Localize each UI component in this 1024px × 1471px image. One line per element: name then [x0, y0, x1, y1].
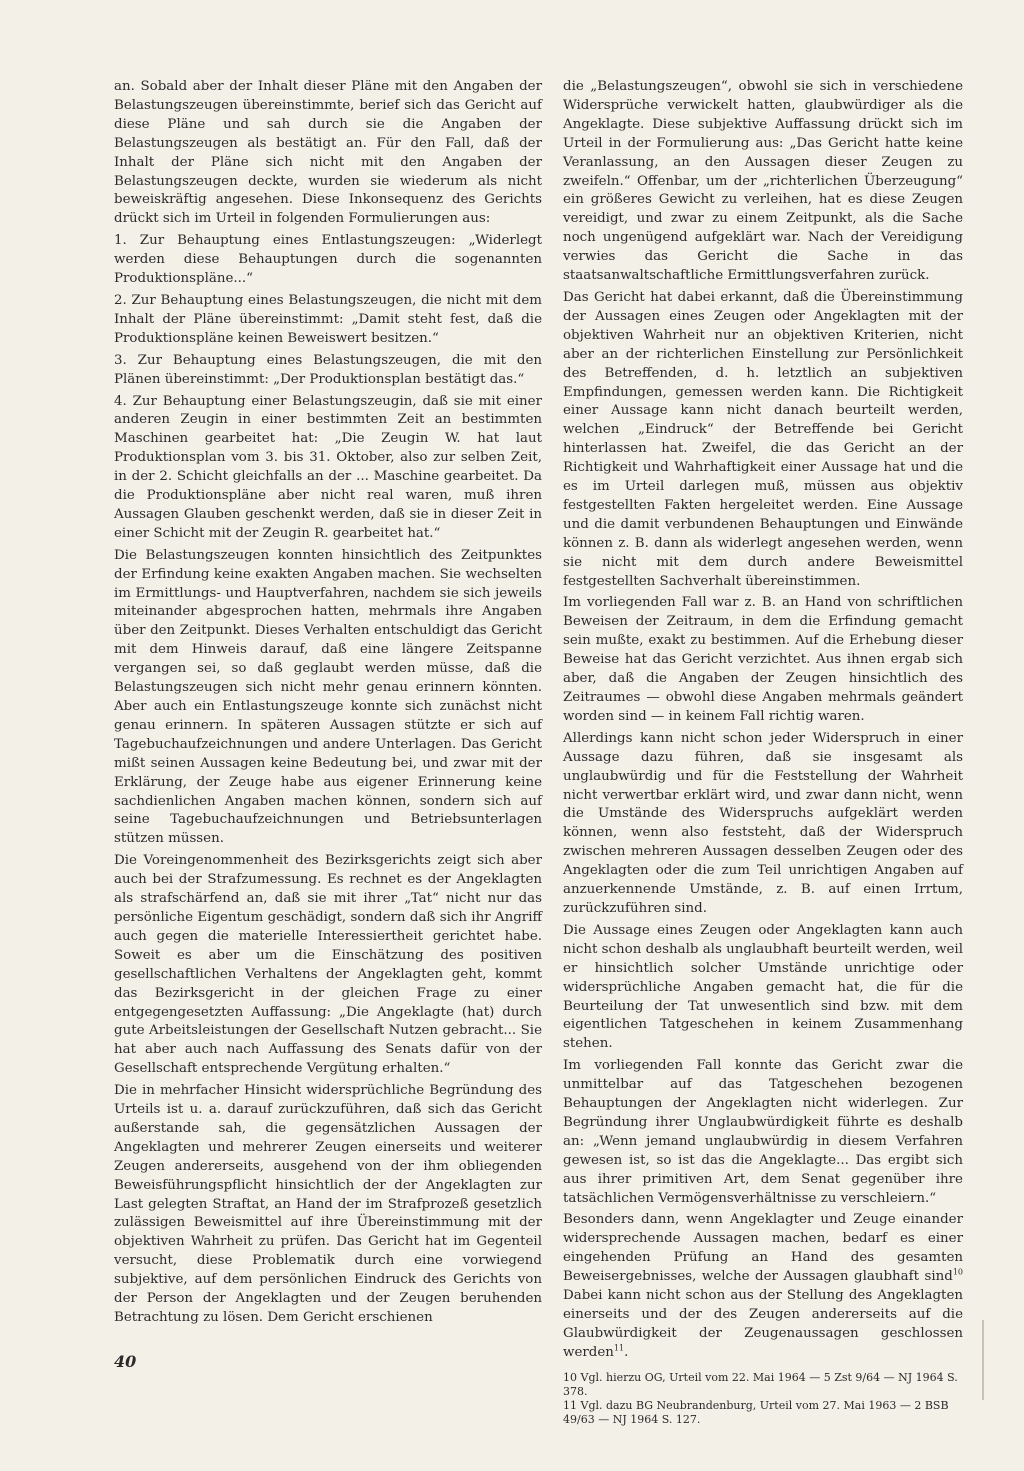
paragraph-with-footnote-refs: [563, 1211, 963, 1362]
paragraph: Im vorliegenden Fall war z. B. an Hand von schriftlichen Beweisen der Zeitraum, in dem die Erfindung gemacht sein mußte, exakt zu bestimmen. Auf die Erhebung dieser Beweise hat das Gericht verzichtet. Aus ihnen ergab sich aber, daß die Angaben der Zeugen hinsichtlich des Zeitraumes — obwohl diese Angaben mehrmals geändert worden sind — in keinem Fall richtig waren.: [563, 595, 963, 724]
left-column: [114, 78, 542, 1331]
right-column: [563, 78, 963, 1427]
paragraph: Allerdings kann nicht schon jeder Widerspruch in einer Aussage dazu führen, daß sie insgesamt als unglaubwürdig und für die Feststellung der Wahrheit nicht verwertbar erklärt wird, und zwar dann nicht, wenn die Umstände des Widerspruchs aufgeklärt werden können, wenn also feststeht, daß der Widerspruch zwischen mehreren Aussagen desselben Zeugen oder des Angeklagten oder die zum Teil unrichtigen Angaben auf anzuerkennende Umstände, z. B. auf einen Irrtum, zurückzuführen sind.: [563, 730, 963, 916]
page-number: 40: [114, 1352, 137, 1371]
paragraph: 1. Zur Behauptung eines Entlastungszeugen: „Widerlegt werden diese Behauptungen durch die sogenannten Produktionspläne...“: [114, 233, 542, 287]
paragraph: 2. Zur Behauptung eines Belastungszeugen, die nicht mit dem Inhalt der Pläne übereinstimmt: „Damit steht fest, daß die Produktionspläne keinen Beweiswert besitzen.“: [114, 292, 542, 346]
text: .: [624, 1344, 629, 1360]
paragraph: die „Belastungszeugen“, obwohl sie sich in verschiedene Widersprüche verwickelt hatten, glaubwürdiger als die Angeklagte. Diese subjektive Auffassung drückt sich im Urteil in der Formulierung aus: „Das Gericht hatte keine Veranlassung, an den Aussagen dieser Zeugen zu zweifeln.“ Offenbar, um der „richterlichen Überzeugung“ ein größeres Gewicht zu verleihen, hat es diese Zeugen vereidigt, und zwar zu einem Zeitpunkt, als die Sache noch ungenügend aufgeklärt war. Nach der Vereidigung verwies das Gericht die Sache in das staatsanwaltschaftliche Ermittlungsverfahren zurück.: [563, 79, 963, 284]
paragraph: 4. Zur Behauptung einer Belastungszeugin, daß sie mit einer anderen Zeugin in einer bestimmten Zeit an bestimmten Maschinen gearbeitet hat: „Die Zeugin W. hat laut Produktionsplan vom 3. bis 31. Oktober, also zur selben Zeit, in der 2. Schicht gleichfalls an der ... Maschine gearbeitet. Da die Produktionspläne aber nicht real waren, muß ihren Aussagen Glauben geschenkt werden, daß sie in dieser Zeit in einer Schicht mit der Zeugin R. gearbeitet hat.“: [114, 393, 542, 541]
footnote: 11 Vgl. dazu BG Neubrandenburg, Urteil vom 27. Mai 1963 — 2 BSB 49/63 — NJ 1964 S. 127.: [563, 1398, 949, 1426]
paragraph: Die in mehrfacher Hinsicht widersprüchliche Begründung des Urteils ist u. a. darauf zurückzuführen, daß sich das Gericht außerstande sah, die gegensätzlichen Aussagen der Angeklagten und mehrerer Zeugen einerseits und weiterer Zeugen andererseits, ausgehend von der ihm obliegenden Beweisführungspflicht hinsichtlich der der Angeklagten zur Last gelegten Straftat, an Hand der im Strafprozeß gesetzlich zulässigen Beweismittel auf ihre Übereinstimmung mit der objektiven Wahrheit zu prüfen. Das Gericht hat im Gegenteil versucht, diese Problematik durch eine vorwiegend subjektive, auf dem persönlichen Eindruck des Gerichts von der Person der Angeklagten und der Zeugen beruhenden Betrachtung zu lösen. Dem Gericht erschienen: [114, 1083, 542, 1325]
scan-edge-mark: [982, 1320, 984, 1400]
footnotes: [563, 1371, 963, 1427]
paragraph: Die Belastungszeugen konnten hinsichtlich des Zeitpunktes der Erfindung keine exakten Angaben machen. Sie wechselten im Ermittlungs- und Hauptverfahren, nachdem sie sich jeweils miteinander abgesprochen hatten, mehrmals ihre Angaben über den Zeitpunkt. Dieses Verhalten entschuldigt das Gericht mit dem Hinweis darauf, daß eine längere Zeitspanne vergangen sei, so daß geglaubt werden müsse, daß die Belastungszeugen sich nicht mehr genau erinnern könnten. Aber auch ein Entlastungszeuge konnte sich zunächst nicht genau erinnern. In späteren Aussagen stützte er sich auf Tagebuchaufzeichnungen und andere Unterlagen. Das Gericht mißt seinen Aussagen keine Bedeutung bei, und zwar mit der Erklärung, der Zeuge habe aus eigener Erinnerung keine sachdienlichen Angaben machen können, sondern sich auf seine Tagebuchaufzeichnungen und Betriebsunterlagen stützen müssen.: [114, 547, 542, 847]
footnote-ref: 11: [613, 1343, 625, 1353]
paragraph: 3. Zur Behauptung eines Belastungszeugen, die mit den Plänen übereinstimmt: „Der Produktionsplan bestätigt das.“: [114, 352, 542, 387]
footnote-ref: 10: [952, 1267, 963, 1277]
paragraph: Die Aussage eines Zeugen oder Angeklagten kann auch nicht schon deshalb als unglaubhaft beurteilt werden, weil er hinsichtlich solcher Umstände unrichtige oder widersprüchliche Angaben gemacht hat, die für die Beurteilung der Tat unwesentlich sind bzw. mit dem eigentlichen Tatgeschehen in keinem Zusammenhang stehen.: [563, 922, 963, 1052]
paragraph: Die Voreingenommenheit des Bezirksgerichts zeigt sich aber auch bei der Strafzumessung. Es rechnet es der Angeklagten als strafschärfend an, daß sie mit ihrer „Tat“ nicht nur das persönliche Eigentum geschädigt, sondern daß sich ihr Angriff auch gegen die materielle Interessiertheit gerichtet habe. Soweit es aber um die Einschätzung des positiven gesellschaftlichen Verhaltens der Angeklagten geht, kommt das Bezirksgericht in der gleichen Frage zu einer entgegengesetzten Auffassung: „Die Angeklagte (hat) durch gute Arbeitsleistungen der Gesellschaft Nutzen gebracht... Sie hat aber auch nach Auffassung des Senats dafür von der Gesellschaft entsprechende Vergütung erhalten.“: [114, 853, 542, 1077]
paragraph: Im vorliegenden Fall konnte das Gericht zwar die unmittelbar auf das Tatgeschehen bezogenen Behauptungen der Angeklagten nicht widerlegen. Zur Begründung ihrer Unglaubwürdigkeit führte es deshalb an: „Wenn jemand unglaubwürdig in diesem Verfahren gewesen ist, so ist das die Angeklagte... Das ergibt sich aus ihrer primitiven Art, dem Senat gegenüber ihre tatsächlichen Vermögensverhältnisse zu verschleiern.“: [563, 1058, 963, 1206]
footnote: 10 Vgl. hierzu OG, Urteil vom 22. Mai 1964 — 5 Zst 9/64 — NJ 1964 S. 378.: [563, 1370, 958, 1398]
text: Besonders dann, wenn Angeklagter und Zeuge einander widersprechende Aussagen machen, bedarf es einer eingehenden Prüfung an Hand des gesamten Beweisergebnisses, welche der Aussagen glaubhaft sind: [563, 1212, 963, 1285]
text: Dabei kann nicht schon aus der Stellung des Angeklagten einerseits und der des Zeugen andererseits auf die Glaubwürdigkeit der Zeugenaussagen geschlossen werden: [563, 1288, 963, 1360]
paragraph: an. Sobald aber der Inhalt dieser Pläne mit den Angaben der Belastungszeugen übereinstimmte, berief sich das Gericht auf diese Pläne und sah durch sie die Angaben der Belastungszeugen als bestätigt an. Für den Fall, daß der Inhalt der Pläne sich nicht mit den Angaben der Belastungszeugen deckte, wurden sie wiederum als nicht beweiskräftig angesehen. Diese Inkonsequenz des Gerichts drückt sich im Urteil in folgenden Formulierungen aus:: [114, 79, 542, 227]
paragraph: Das Gericht hat dabei erkannt, daß die Übereinstimmung der Aussagen eines Zeugen oder Angeklagten mit der objektiven Wahrheit nur an objektiven Kriterien, nicht aber an der richterlichen Einstellung zur Persönlichkeit des Betreffenden, d. h. letztlich an subjektiven Empfindungen, gemessen werden kann. Die Richtigkeit einer Aussage kann nicht danach beurteilt werden, welchen „Eindruck“ der Betreffende bei Gericht hinterlassen hat. Zweifel, die das Gericht an der Richtigkeit und Wahrhaftigkeit einer Aussage hat und die es im Urteil darlegen muß, müssen aus objektiv festgestellten Fakten hergeleitet werden. Eine Aussage und die damit verbundenen Behauptungen und Einwände können z. B. dann als widerlegt angesehen werden, wenn sie nicht mit dem durch andere Beweismittel festgestellten Sachverhalt übereinstimmen.: [563, 289, 963, 589]
